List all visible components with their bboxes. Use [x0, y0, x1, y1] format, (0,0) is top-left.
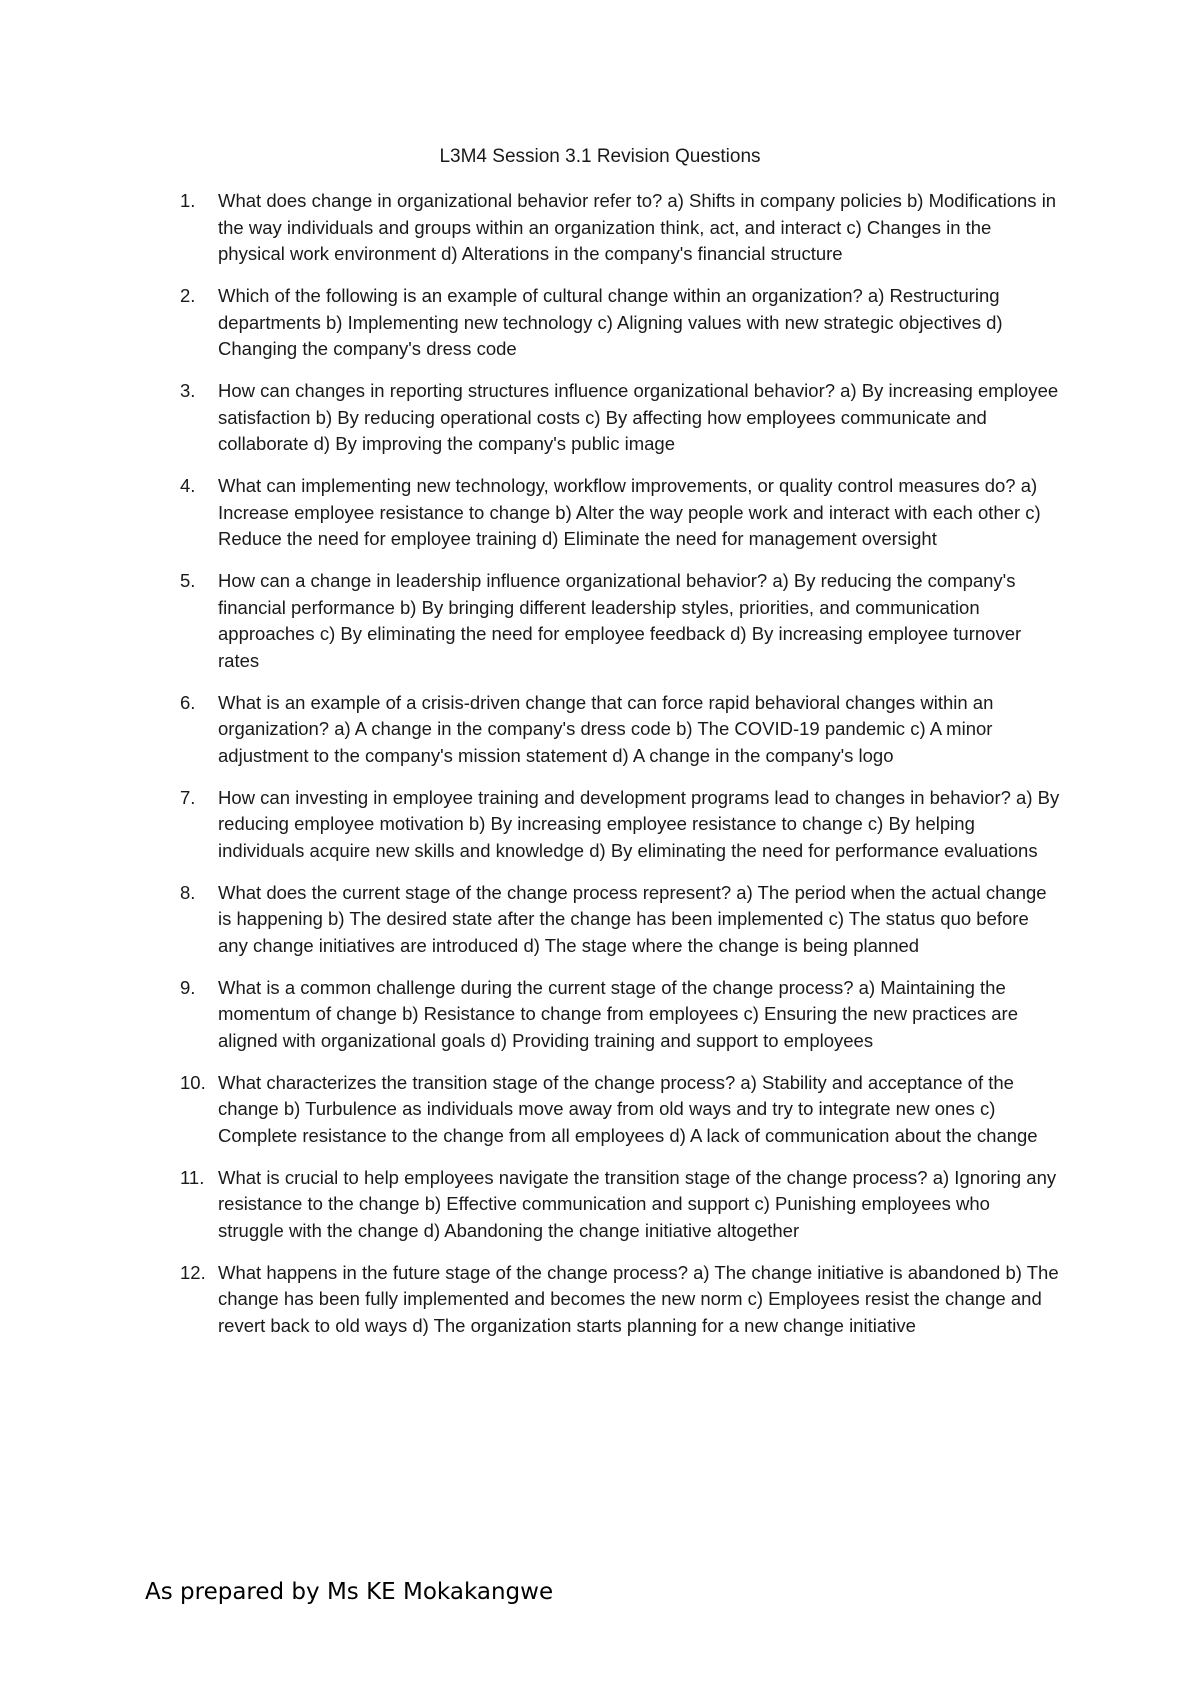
question-number: 12. — [180, 1261, 206, 1283]
question-text: What characterizes the transition stage of the change process? a) Stability and acceptance of the change b) Turbulence as individuals move away from old ways and try to integrate new ones c) Complete resistance to the change from all employees d) A lack of communication about the change — [218, 1071, 1038, 1146]
question-number: 2. — [180, 285, 196, 306]
question-item — [180, 690, 1060, 770]
question-text: How can a change in leadership influence organizational behavior? a) By reducing the company's financial performance b) By bringing different leadership styles, priorities, and communication approaches c) By eliminating the need for employee feedback d) By increasing employee turnover rates — [218, 570, 1022, 671]
question-item — [180, 880, 1060, 960]
question-number: 9. — [180, 976, 196, 998]
question-item — [180, 188, 1060, 268]
question-number: 6. — [180, 691, 196, 713]
question-number: 7. — [180, 786, 196, 808]
question-text: What is crucial to help employees navigate the transition stage of the change process? a) Ignoring any resistance to the change b) Effective communication and support c) Punishing employees who struggle with the change d) Abandoning the change initiative altogether — [218, 1166, 1057, 1241]
question-text: What does change in organizational behavior refer to? a) Shifts in company policies b) Modifications in the way individuals and groups within an organization think, act, and interact c) Changes in the physical work environment d) Alterations in the company's financial structure — [218, 190, 1057, 264]
question-text: What is a common challenge during the current stage of the change process? a) Maintaining the momentum of change b) Resistance to change from employees c) Ensuring the new practices are aligned with organizational goals d) Providing training and support to employees — [218, 976, 1019, 1051]
question-number: 1. — [180, 190, 196, 211]
question-item — [180, 1165, 1060, 1245]
question-number: 4. — [180, 475, 196, 496]
question-item — [180, 1070, 1060, 1150]
question-number: 3. — [180, 380, 196, 401]
question-text: What can implementing new technology, workflow improvements, or quality control measures do? a) Increase employee resistance to change b) Alter the way people work and interact with each other c) Reduce the need for employee training d) Eliminate the need for management oversight — [218, 475, 1041, 549]
question-number: 11. — [180, 1166, 205, 1188]
question-text: Which of the following is an example of cultural change within an organization? a) Restructuring departments b) Implementing new technology c) Aligning values with new strategic objectives d) Changing the company's dress code — [218, 285, 1003, 359]
question-item — [180, 283, 1060, 363]
question-number: 5. — [180, 570, 196, 591]
question-item — [180, 1260, 1060, 1340]
question-text: What happens in the future stage of the change process? a) The change initiative is abandoned b) The change has been fully implemented and becomes the new norm c) Employees resist the change and revert back to old ways d) The organization starts planning for a new change initiative — [218, 1261, 1059, 1336]
question-item — [180, 378, 1060, 458]
question-item — [180, 975, 1060, 1055]
question-text: How can changes in reporting structures influence organizational behavior? a) By increasing employee satisfaction b) By reducing operational costs c) By affecting how employees communicate and collaborate d) By improving the company's public image — [218, 380, 1059, 454]
page-title: L3M4 Session 3.1 Revision Questions — [439, 146, 761, 167]
question-text: What is an example of a crisis-driven change that can force rapid behavioral changes within an organization? a) A change in the company's dress code b) The COVID-19 pandemic c) A minor adjustment to the company's mission statement d) A change in the company's logo — [218, 691, 994, 766]
question-text: How can investing in employee training and development programs lead to changes in behavior? a) By reducing employee motivation b) By increasing employee resistance to change c) By helping individuals acquire new skills and knowledge d) By eliminating the need for performance evaluations — [218, 786, 1060, 861]
question-number: 10. — [180, 1071, 206, 1093]
question-list — [180, 188, 1060, 1355]
question-item — [180, 473, 1060, 553]
question-item — [180, 568, 1060, 674]
question-number: 8. — [180, 881, 196, 903]
question-text: What does the current stage of the change process represent? a) The period when the actual change is happening b) The desired state after the change has been implemented c) The status quo before any change initiatives are introduced d) The stage where the change is being planned — [218, 881, 1047, 956]
prepared-by-footer: As prepared by Ms KE Mokakangwe — [145, 1579, 554, 1605]
question-item — [180, 785, 1060, 865]
